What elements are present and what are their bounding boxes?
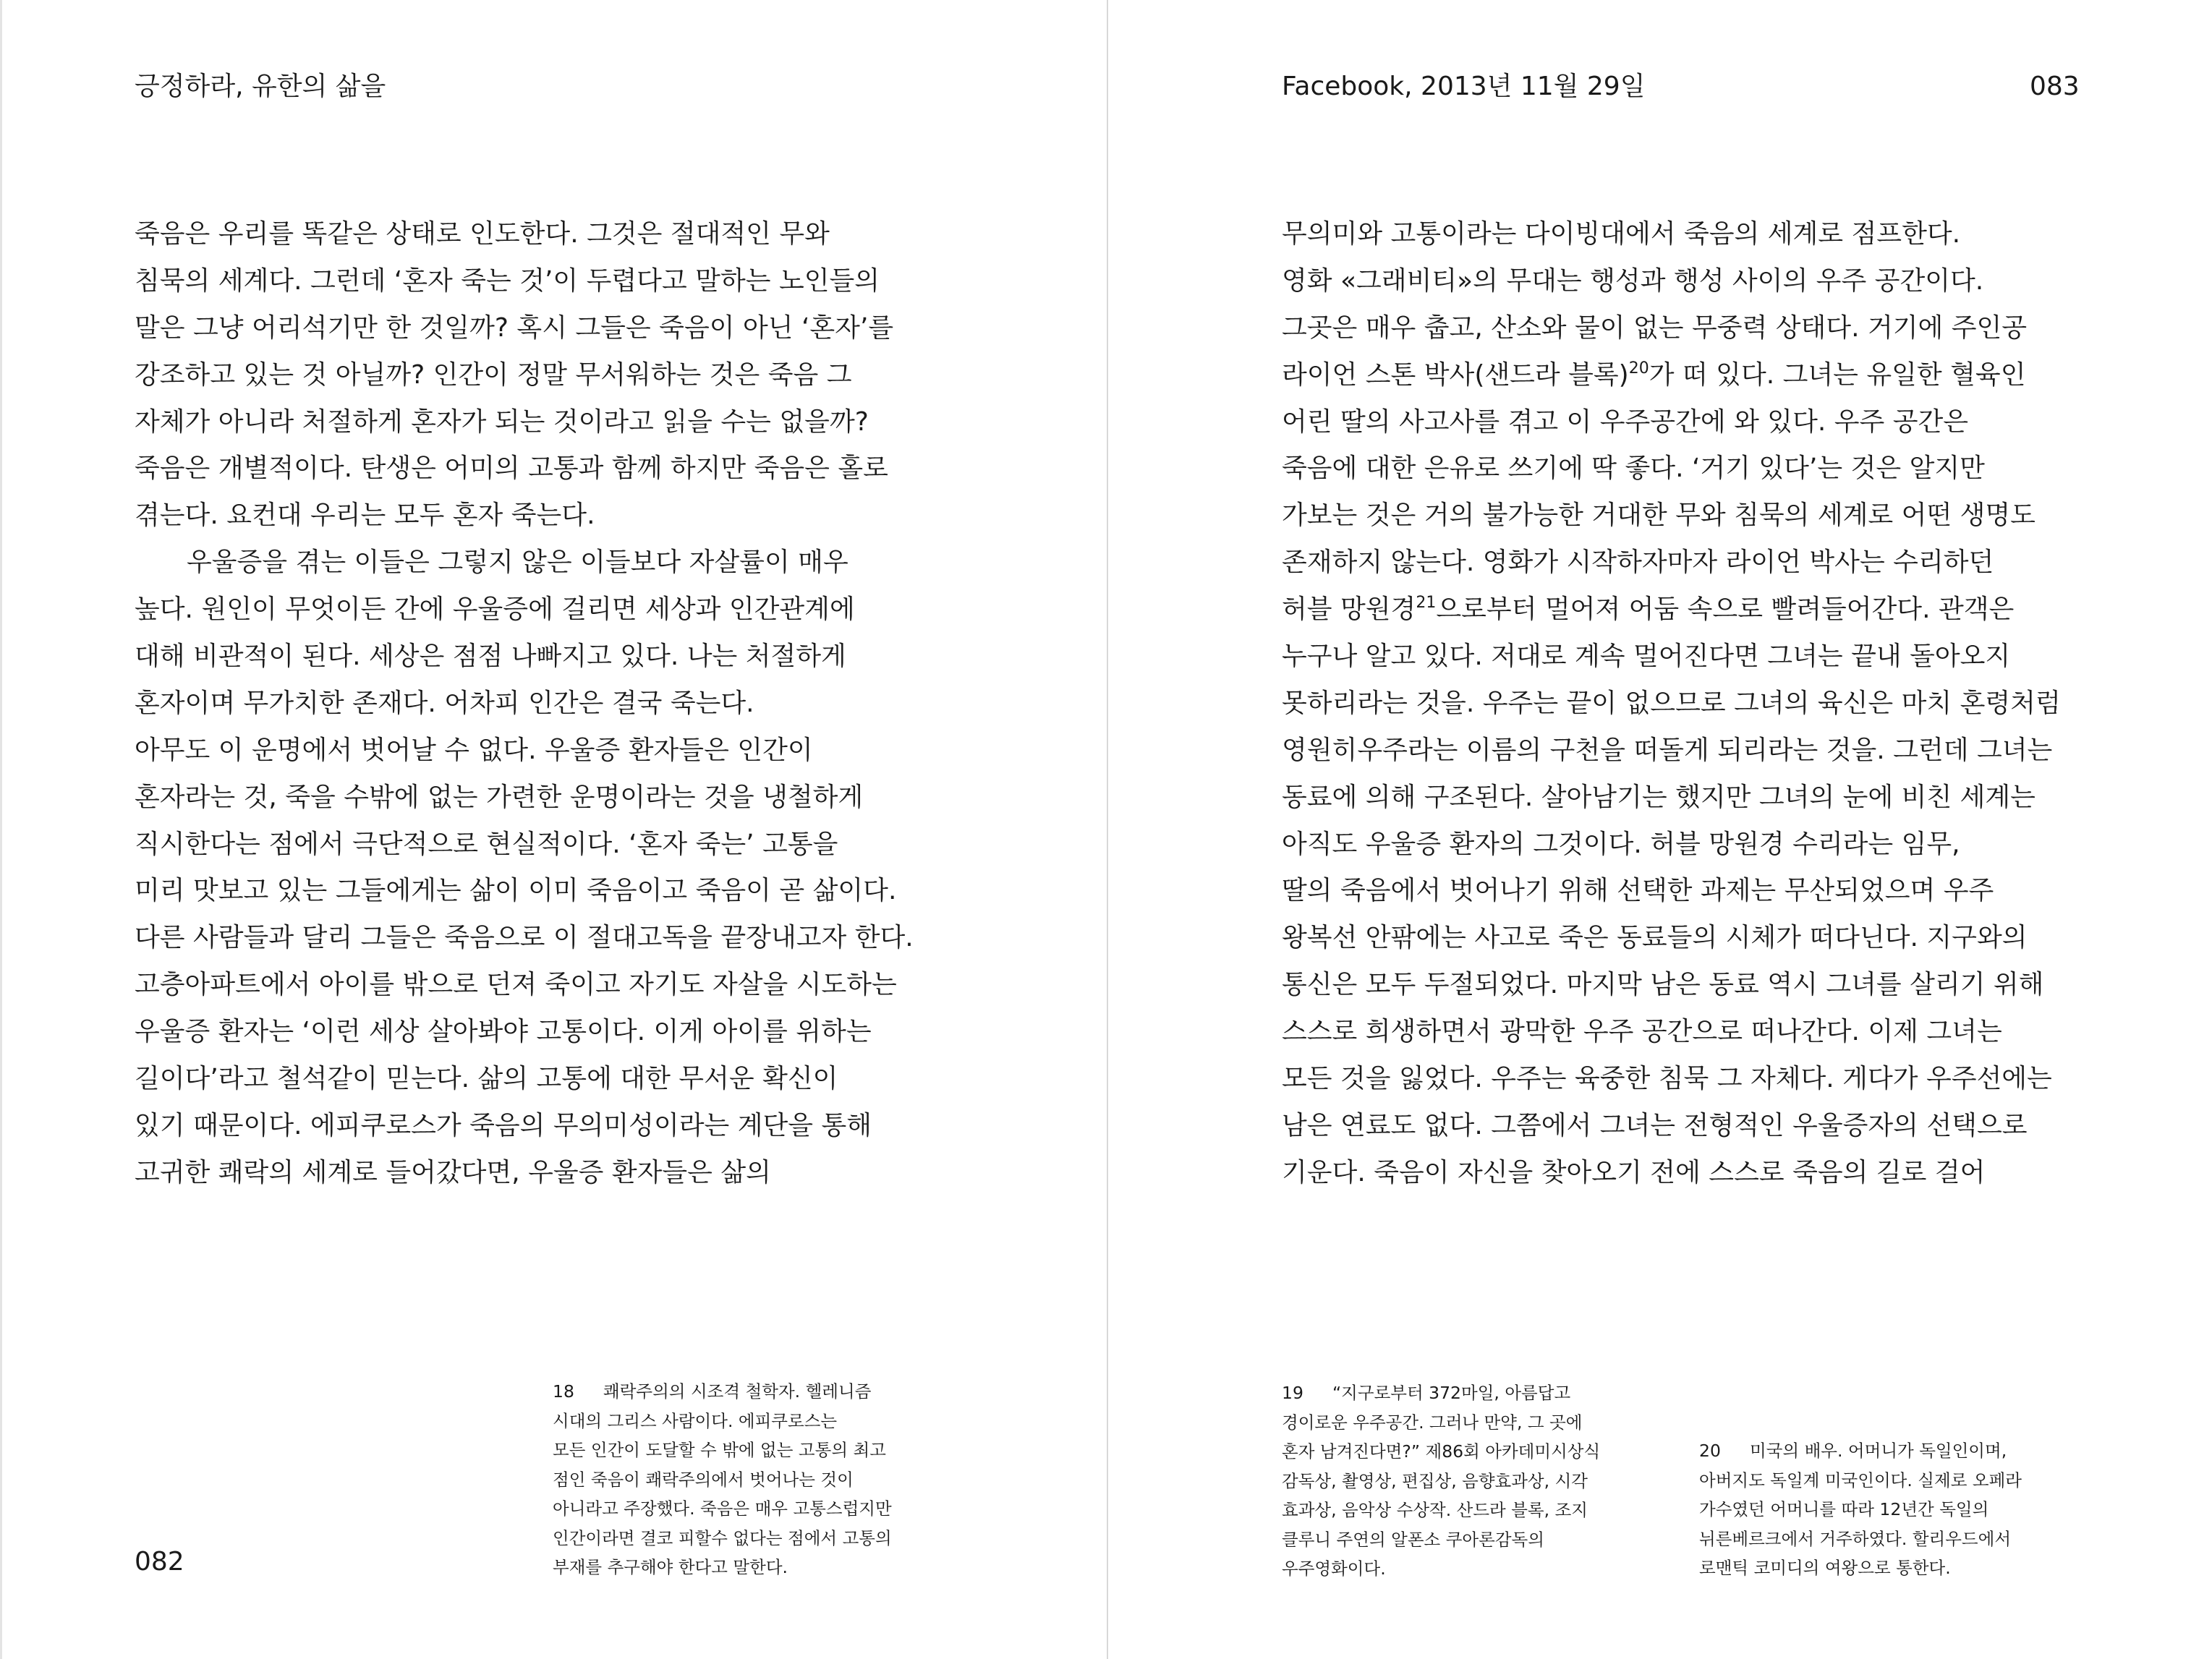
footnote-number: 19 <box>1282 1383 1303 1403</box>
body-line: 길이다’라고 철석같이 믿는다. 삶의 고통에 대한 무서운 확신이 <box>135 1064 838 1094</box>
footnote-line: 클루니 주연의 알폰소 쿠아론감독의 <box>1282 1529 1544 1550</box>
footnote-18 <box>553 1377 892 1582</box>
running-title: Facebook, 2013년 11월 29일 <box>1282 72 1646 101</box>
body-line: 영원히우주라는 이름의 구천을 떠돌게 되리라는 것을. 그런데 그녀는 <box>1282 735 2053 765</box>
body-line: 죽음에 대한 은유로 쓰기에 딱 좋다. ‘거기 있다’는 것은 알지만 <box>1282 453 1985 484</box>
body-line: 직시한다는 점에서 극단적으로 현실적이다. ‘혼자 죽는’ 고통을 <box>135 829 838 859</box>
body-line: 아무도 이 운명에서 벗어날 수 없다. 우울증 환자들은 인간이 <box>135 735 813 765</box>
body-line: 강조하고 있는 것 아닐까? 인간이 정말 무서워하는 것은 죽음 그 <box>135 359 852 390</box>
body-line: 누구나 알고 있다. 저대로 계속 멀어진다면 그녀는 끝내 돌아오지 <box>1282 641 2011 672</box>
body-line: 우울증을 겪는 이들은 그렇지 않은 이들보다 자살률이 매우 <box>187 547 848 578</box>
left-body-text <box>135 211 914 1197</box>
body-line: 다른 사람들과 달리 그들은 죽음으로 이 절대고독을 끝장내고자 한다. <box>135 923 914 953</box>
running-title: 긍정하라, 유한의 삶을 <box>135 72 386 101</box>
body-line: 못하리라는 것을. 우주는 끝이 없으므로 그녀의 육신은 마치 혼령처럼 <box>1282 688 2061 718</box>
body-line: 딸의 죽음에서 벗어나기 위해 선택한 과제는 무산되었으며 우주 <box>1282 876 1994 906</box>
footnote-reference[interactable]: 21 <box>1416 594 1437 613</box>
book-gutter <box>1107 0 1108 1659</box>
body-line: 영화 «그래비티»의 무대는 행성과 행성 사이의 우주 공간이다. <box>1282 265 1984 296</box>
body-line: 대해 비관적이 된다. 세상은 점점 나빠지고 있다. 나는 처절하게 <box>135 641 846 672</box>
body-line: 높다. 원인이 무엇이든 간에 우울증에 걸리면 세상과 인간관계에 <box>135 594 855 625</box>
body-text-segment: 허블 망원경 <box>1282 594 1416 625</box>
footnote-number: 18 <box>553 1381 574 1402</box>
body-line: 어린 딸의 사고사를 겪고 이 우주공간에 와 있다. 우주 공간은 <box>1282 406 1969 437</box>
body-line: 혼자라는 것, 죽을 수밖에 없는 가련한 운명이라는 것을 냉철하게 <box>135 782 864 812</box>
footnote-line: 로맨틱 코미디의 여왕으로 통한다. <box>1699 1558 1951 1578</box>
footnote-line: 미국의 배우. 어머니가 독일인이며, <box>1750 1441 2007 1461</box>
body-line: 아직도 우울증 환자의 그것이다. 허블 망원경 수리라는 임무, <box>1282 829 1960 859</box>
page-number: 082 <box>135 1547 184 1577</box>
footnote-19 <box>1282 1378 1600 1584</box>
body-line: 고층아파트에서 아이를 밖으로 던져 죽이고 자기도 자살을 시도하는 <box>135 970 897 1000</box>
footnote-line: 혼자 남겨진다면?” 제86회 아카데미시상식 <box>1282 1441 1601 1462</box>
body-line <box>1282 352 2061 399</box>
body-text-segment: 라이언 스톤 박사(샌드라 블록) <box>1282 359 1629 390</box>
footnote-line: 쾌락주의의 시조격 철학자. 헬레니즘 <box>603 1381 872 1402</box>
footnote-number: 20 <box>1699 1441 1721 1461</box>
body-line: 왕복선 안팎에는 사고로 죽은 동료들의 시체가 떠다닌다. 지구와의 <box>1282 923 2028 953</box>
body-line: 무의미와 고통이라는 다이빙대에서 죽음의 세계로 점프한다. <box>1282 219 1961 249</box>
footnote-line: 시대의 그리스 사람이다. 에피쿠로스는 <box>553 1410 838 1431</box>
body-line: 통신은 모두 두절되었다. 마지막 남은 동료 역시 그녀를 살리기 위해 <box>1282 970 2044 1000</box>
body-line: 스스로 희생하면서 광막한 우주 공간으로 떠나간다. 이제 그녀는 <box>1282 1017 2002 1047</box>
body-line: 미리 맛보고 있는 그들에게는 삶이 이미 죽음이고 죽음이 곧 삶이다. <box>135 876 897 906</box>
body-line: 가보는 것은 거의 불가능한 거대한 무와 침묵의 세계로 어떤 생명도 <box>1282 500 2036 531</box>
footnote-line: 우주영화이다. <box>1282 1558 1386 1579</box>
body-line: 죽음은 우리를 똑같은 상태로 인도한다. 그것은 절대적인 무와 <box>135 219 830 249</box>
body-line: 말은 그냥 어리석기만 한 것일까? 혹시 그들은 죽음이 아닌 ‘혼자’를 <box>135 312 894 343</box>
footnote-line: 점인 죽음이 쾌락주의에서 벗어나는 것이 <box>553 1469 854 1490</box>
footnote-20 <box>1699 1436 2022 1583</box>
page-number: 083 <box>2030 72 2080 101</box>
right-page <box>1110 0 2212 1659</box>
footnote-line: 아버지도 독일계 미국인이다. 실제로 오페라 <box>1699 1470 2022 1490</box>
footnote-line: 모든 인간이 도달할 수 밖에 없는 고통의 최고 <box>553 1440 886 1460</box>
footnote-line: 인간이라면 결코 피할수 없다는 점에서 고통의 <box>553 1527 892 1548</box>
footnote-line: 가수였던 어머니를 따라 12년간 독일의 <box>1699 1499 1989 1519</box>
body-line: 모든 것을 잃었다. 우주는 육중한 침묵 그 자체다. 게다가 우주선에는 <box>1282 1064 2052 1094</box>
footnote-line: 뉘른베르크에서 거주하였다. 할리우드에서 <box>1699 1528 2012 1549</box>
footnote-line: 부재를 추구해야 한다고 말한다. <box>553 1557 788 1577</box>
footnote-line: 경이로운 우주공간. 그러나 만약, 그 곳에 <box>1282 1412 1583 1433</box>
footnote-reference[interactable]: 20 <box>1628 359 1649 378</box>
body-line: 죽음은 개별적이다. 탄생은 어미의 고통과 함께 하지만 죽음은 홀로 <box>135 453 888 484</box>
body-line: 자체가 아니라 처절하게 혼자가 되는 것이라고 읽을 수는 없을까? <box>135 406 869 437</box>
body-line: 동료에 의해 구조된다. 살아남기는 했지만 그녀의 눈에 비친 세계는 <box>1282 782 2036 812</box>
body-line: 남은 연료도 없다. 그쯤에서 그녀는 전형적인 우울증자의 선택으로 <box>1282 1110 2028 1140</box>
footnote-line: 효과상, 음악상 수상작. 산드라 블록, 조지 <box>1282 1500 1588 1520</box>
footnote-line: “지구로부터 372마일, 아름답고 <box>1332 1383 1571 1403</box>
body-line <box>1282 587 2061 634</box>
body-line: 우울증 환자는 ‘이런 세상 살아봐야 고통이다. 이게 아이를 위하는 <box>135 1017 872 1047</box>
body-text-segment: 가 떠 있다. 그녀는 유일한 혈육인 <box>1649 359 2026 390</box>
right-body-text <box>1282 211 2061 1197</box>
body-line: 그곳은 매우 춥고, 산소와 물이 없는 무중력 상태다. 거기에 주인공 <box>1282 312 2028 343</box>
body-line: 고귀한 쾌락의 세계로 들어갔다면, 우울증 환자들은 삶의 <box>135 1157 771 1187</box>
footnote-line: 감독상, 촬영상, 편집상, 음향효과상, 시각 <box>1282 1470 1588 1491</box>
body-text-segment: 으로부터 멀어져 어둠 속으로 빨려들어간다. 관객은 <box>1436 594 2015 625</box>
body-line: 기운다. 죽음이 자신을 찾아오기 전에 스스로 죽음의 길로 걸어 <box>1282 1157 1986 1187</box>
body-line: 존재하지 않는다. 영화가 시작하자마자 라이언 박사는 수리하던 <box>1282 547 1994 578</box>
body-line: 혼자이며 무가치한 존재다. 어차피 인간은 결국 죽는다. <box>135 688 754 718</box>
body-line: 있기 때문이다. 에피쿠로스가 죽음의 무의미성이라는 계단을 통해 <box>135 1110 872 1140</box>
body-line: 침묵의 세계다. 그런데 ‘혼자 죽는 것’이 두렵다고 말하는 노인들의 <box>135 265 880 296</box>
footnote-line: 아니라고 주장했다. 죽음은 매우 고통스럽지만 <box>553 1498 892 1519</box>
body-line: 겪는다. 요컨대 우리는 모두 혼자 죽는다. <box>135 500 595 531</box>
